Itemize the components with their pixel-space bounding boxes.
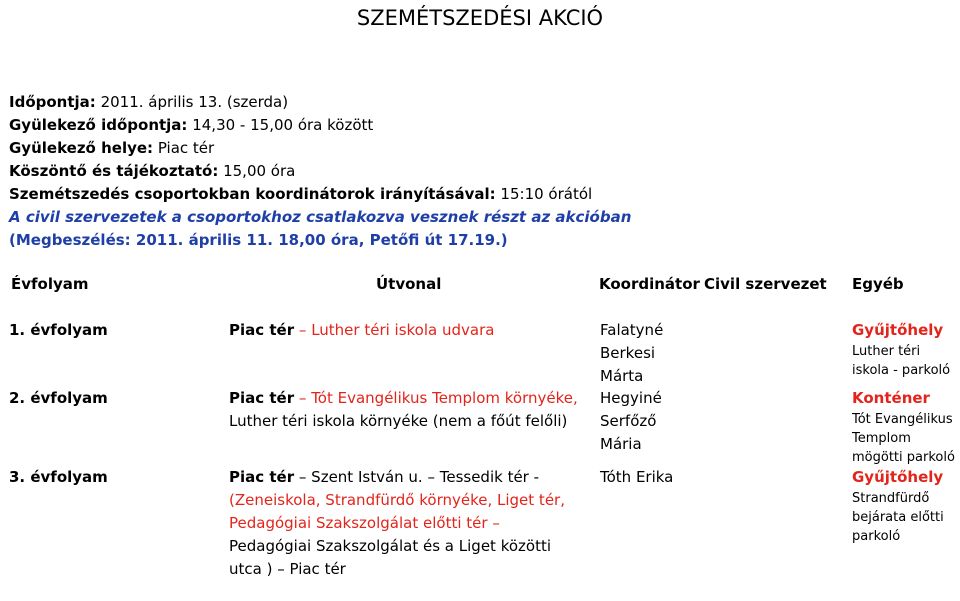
- row1-route-start: Piac tér: [229, 321, 295, 339]
- header-route: Útvonal: [376, 275, 442, 293]
- row3-route-l5: utca ) – Piac tér: [229, 560, 346, 578]
- meeting-note: (Megbeszélés: 2011. április 11. 18,00 óra, Petőfi út 17.19.): [9, 231, 508, 249]
- row2-coordinator: [600, 387, 662, 456]
- row2-grade: 2. évfolyam: [9, 389, 108, 407]
- collection-line: [9, 183, 631, 206]
- header-civil: Civil szervezet: [704, 275, 827, 293]
- row2-route-line2: Luther téri iskola környéke (nem a főút felőli): [229, 412, 568, 430]
- row1-other-line: iskola - parkoló: [852, 363, 951, 378]
- row3-other-line: parkoló: [852, 529, 901, 544]
- row1-other-line: Luther téri: [852, 344, 921, 359]
- row2-other: [852, 387, 955, 467]
- row3-route-start: Piac tér: [229, 468, 295, 486]
- row3-route-l3: Pedagógiai Szakszolgálat előtti tér –: [229, 514, 500, 532]
- gather-place-label: Gyülekező helye:: [9, 139, 154, 157]
- gather-place-line: [9, 137, 631, 160]
- row1-coordinator-line: Berkesi: [600, 344, 656, 362]
- row2-coordinator-line: Hegyiné: [600, 389, 662, 407]
- row1-other: [852, 319, 950, 380]
- collection-value: 15:10 órától: [500, 185, 593, 203]
- row3-grade: 3. évfolyam: [9, 468, 108, 486]
- gather-time-label: Gyülekező időpontja:: [9, 116, 188, 134]
- row2-other-line: Tót Evangélikus: [852, 412, 953, 427]
- row2-coordinator-line: Serfőző: [600, 412, 657, 430]
- row2-other-title: Konténer: [852, 389, 930, 407]
- greeting-line: [9, 160, 631, 183]
- gather-place-value: Piac tér: [157, 139, 215, 157]
- row1-coordinator-line: Márta: [600, 367, 644, 385]
- greeting-label: Köszöntő és tájékoztató:: [9, 162, 219, 180]
- row3-other: [852, 466, 944, 546]
- row2-route-dash: –: [298, 389, 307, 407]
- row3-route: [229, 466, 565, 581]
- row2-route-red: Tót Evangélikus Templom környéke,: [311, 389, 578, 407]
- event-info: [9, 91, 631, 252]
- header-grade: Évfolyam: [11, 275, 89, 293]
- row2-route: [229, 387, 578, 433]
- date-value: 2011. április 13. (szerda): [100, 93, 289, 111]
- page-title: SZEMÉTSZEDÉSI AKCIÓ: [356, 6, 604, 30]
- row1-route-rest: Luther téri iskola udvara: [311, 321, 495, 339]
- gather-time-line: [9, 114, 631, 137]
- row2-route-start: Piac tér: [229, 389, 295, 407]
- gather-time-value: 14,30 - 15,00 óra között: [192, 116, 374, 134]
- row1-grade: 1. évfolyam: [9, 321, 108, 339]
- row3-route-l4: Pedagógiai Szakszolgálat és a Liget közötti: [229, 537, 552, 555]
- row1-coordinator-line: Falatyné: [600, 321, 664, 339]
- row3-route-l1-rest: – Szent István u. – Tessedik tér -: [298, 468, 540, 486]
- header-coordinator: Koordinátor: [599, 275, 700, 293]
- date-line: [9, 91, 631, 114]
- row3-other-line: Strandfürdő: [852, 491, 930, 506]
- row3-other-line: bejárata előtti: [852, 510, 944, 525]
- row3-coordinator-line: Tóth Erika: [600, 468, 674, 486]
- row3-coordinator: [600, 466, 673, 489]
- row2-other-line: mögötti parkoló: [852, 450, 955, 465]
- row2-other-line: Templom: [852, 431, 911, 446]
- row1-coordinator: [600, 319, 663, 388]
- collection-label: Szemétszedés csoportokban koordinátorok irányításával:: [9, 185, 496, 203]
- row3-route-l2: (Zeneiskola, Strandfürdő környéke, Liget tér,: [229, 491, 565, 509]
- row3-other-title: Gyűjtőhely: [852, 468, 944, 486]
- row1-route: [229, 319, 494, 342]
- date-label: Időpontja:: [9, 93, 96, 111]
- row1-route-dash: –: [298, 321, 307, 339]
- row2-coordinator-line: Mária: [600, 435, 642, 453]
- greeting-value: 15,00 óra: [223, 162, 296, 180]
- civil-note: A civil szervezetek a csoportokhoz csatlakozva vesznek részt az akcióban: [9, 208, 632, 226]
- header-other: Egyéb: [852, 275, 904, 293]
- row1-other-title: Gyűjtőhely: [852, 321, 944, 339]
